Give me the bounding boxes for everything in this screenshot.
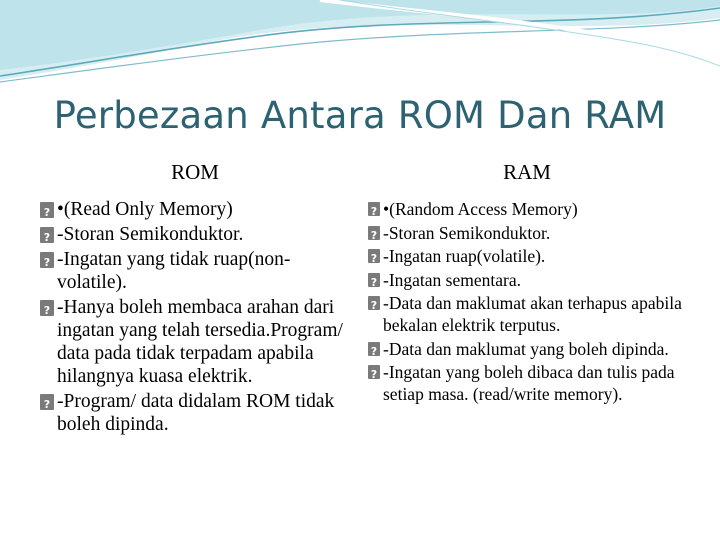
bullet-icon <box>368 365 380 379</box>
ram-item-text: -Ingatan yang boleh dibaca dan tulis pada setiap masa. (read/write memory). <box>383 362 675 404</box>
rom-item-text: -Ingatan yang tidak ruap(non-volatile). <box>57 249 291 293</box>
rom-item-text: -Program/ data didalam ROM tidak boleh dipinda. <box>57 391 335 435</box>
list-item <box>368 269 688 291</box>
ram-item-text: -Data dan maklumat akan terhapus apabila bekalan elektrik terputus. <box>383 293 682 335</box>
bullet-icon <box>40 202 54 218</box>
list-item <box>40 198 350 221</box>
rom-item-text: -Hanya boleh membaca arahan dari ingatan yang telah tersedia.Program/ data pada tidak terpadam apabila hilangnya kuasa elektrik. <box>57 297 343 387</box>
ram-bullet-list <box>368 198 688 407</box>
ram-item-text: -Ingatan sementara. <box>383 269 521 290</box>
rom-item-text: •(Read Only Memory) <box>57 199 233 220</box>
header-wave-decoration <box>0 0 720 85</box>
bullet-icon <box>40 252 54 268</box>
rom-column-heading: ROM <box>171 160 219 184</box>
list-item <box>368 292 688 336</box>
bullet-icon <box>368 226 380 240</box>
ram-item-text: -Storan Semikonduktor. <box>383 222 551 243</box>
bullet-icon <box>40 394 54 410</box>
ram-item-text: •(Random Access Memory) <box>383 199 578 219</box>
list-item <box>40 223 350 246</box>
list-item <box>40 248 350 294</box>
bullet-icon <box>40 300 54 316</box>
bullet-icon <box>368 202 380 216</box>
bullet-icon <box>40 227 54 243</box>
list-item <box>368 361 688 405</box>
bullet-icon <box>368 249 380 263</box>
list-item <box>40 390 350 436</box>
list-item <box>368 222 688 244</box>
bullet-icon <box>368 342 380 356</box>
ram-item-text: -Ingatan ruap(volatile). <box>383 246 546 266</box>
bullet-icon <box>368 296 380 310</box>
list-item <box>368 198 688 220</box>
list-item <box>368 245 688 267</box>
rom-item-text: -Storan Semikonduktor. <box>57 224 244 245</box>
list-item <box>40 296 350 388</box>
list-item <box>368 338 688 360</box>
rom-bullet-list <box>40 198 350 438</box>
bullet-icon <box>368 273 380 287</box>
slide-title: Perbezaan Antara ROM Dan RAM <box>53 94 667 137</box>
ram-item-text: -Data dan maklumat yang boleh dipinda. <box>383 338 669 359</box>
ram-column-heading: RAM <box>503 160 551 184</box>
